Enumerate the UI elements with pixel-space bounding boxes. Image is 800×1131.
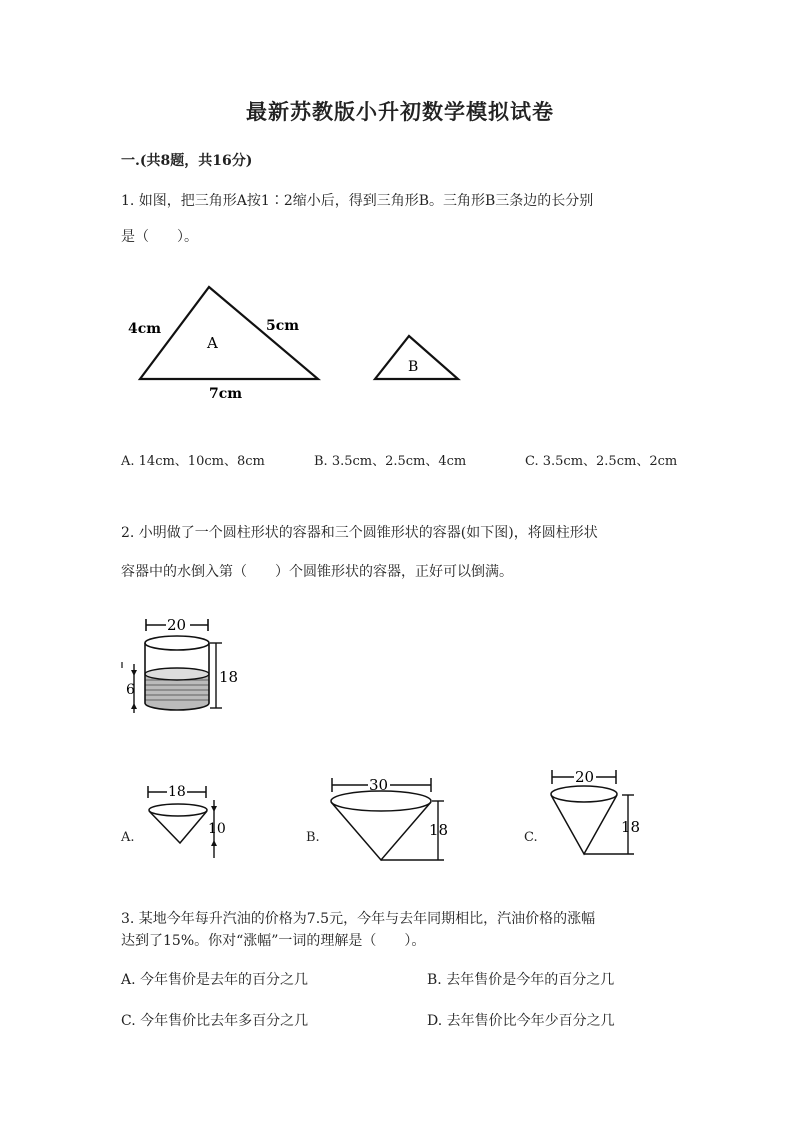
- cone-b-height-label: 18: [429, 821, 449, 839]
- water-depth-label: 6: [126, 682, 135, 698]
- q2-option-c[interactable]: C.: [524, 830, 538, 845]
- q3-option-d[interactable]: D. 去年售价比今年少百分之几: [427, 1013, 615, 1029]
- q3-option-c[interactable]: C. 今年售价比去年多百分之几: [121, 1013, 309, 1029]
- question-1-line-2: 是（ ）。: [121, 229, 198, 245]
- triangles-figure: [120, 280, 480, 405]
- cone-b-diameter-label: 30: [369, 776, 389, 794]
- cone-c-height-label: 18: [621, 818, 641, 836]
- cone-c-figure: [545, 762, 645, 862]
- triangle-a-label: A: [207, 334, 218, 352]
- cone-c-diameter-label: 20: [575, 768, 595, 786]
- page-title: 最新苏教版小升初数学模拟试卷: [246, 99, 554, 124]
- q2-option-b[interactable]: B.: [306, 830, 320, 845]
- cone-b-figure: [325, 768, 465, 868]
- cylinder-height-label: 18: [219, 668, 239, 686]
- q3-option-a[interactable]: A. 今年售价是去年的百分之几: [121, 972, 309, 988]
- triangle-b-label: B: [408, 359, 419, 375]
- question-1-line-1: 1. 如图，把三角形A按1∶2缩小后，得到三角形B。三角形B三条边的长分别: [121, 193, 594, 209]
- cylinder-figure: [120, 610, 250, 720]
- side-left-label: 4cm: [128, 321, 162, 337]
- side-bottom-label: 7cm: [209, 386, 243, 402]
- q3-option-b[interactable]: B. 去年售价是今年的百分之几: [427, 972, 615, 988]
- question-3-line-2: 达到了15%。你对“涨幅”一词的理解是（ ）。: [121, 933, 426, 949]
- cone-a-diameter-label: 18: [168, 784, 186, 800]
- q1-option-a[interactable]: A. 14cm、10cm、8cm: [121, 454, 265, 469]
- cone-a-height-label: 10: [208, 821, 226, 837]
- question-3-line-1: 3. 某地今年每升汽油的价格为7.5元，今年与去年同期相比，汽油价格的涨幅: [121, 911, 596, 927]
- side-right-label: 5cm: [266, 318, 300, 334]
- question-2-line-2: 容器中的水倒入第（ ）个圆锥形状的容器，正好可以倒满。: [121, 564, 513, 580]
- cone-a-figure: [140, 780, 240, 865]
- q1-option-b[interactable]: B. 3.5cm、2.5cm、4cm: [314, 454, 467, 469]
- cylinder-diameter-label: 20: [167, 616, 187, 634]
- q1-option-c[interactable]: C. 3.5cm、2.5cm、2cm: [525, 454, 678, 469]
- question-2-line-1: 2. 小明做了一个圆柱形状的容器和三个圆锥形状的容器(如下图)，将圆柱形状: [121, 525, 598, 541]
- q2-option-a[interactable]: A.: [121, 830, 135, 845]
- section-heading: 一.(共8题，共16分): [121, 153, 253, 169]
